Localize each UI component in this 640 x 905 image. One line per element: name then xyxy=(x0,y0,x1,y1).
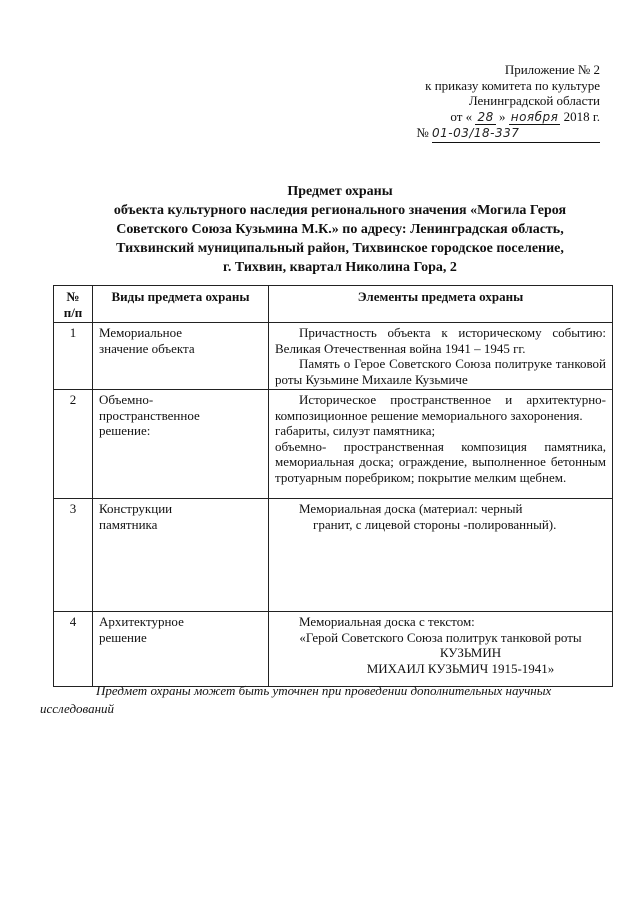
table-row xyxy=(54,499,613,612)
row-type: Архитектурное решение xyxy=(93,612,269,687)
table-row xyxy=(54,323,613,390)
row-number: 3 xyxy=(54,499,93,612)
footnote xyxy=(40,682,612,718)
appendix-region: Ленинградской области xyxy=(468,93,600,108)
element-paragraph: габариты, силуэт памятника; xyxy=(275,423,436,438)
title-line: объекта культурного наследия регионального значения «Могила Героя xyxy=(113,203,567,218)
element-paragraph: Память о Герое Советского Союза политруке танковой роты Кузьмине Михаиле Кузьмиче xyxy=(275,356,606,387)
handwritten-number: 01-03/18-337 xyxy=(432,126,600,143)
appendix-header xyxy=(370,62,600,143)
title-line: г. Тихвин, квартал Николина Гора, 2 xyxy=(223,260,457,275)
header-number: № п/п xyxy=(54,286,93,323)
appendix-order-ref: к приказу комитета по культуре xyxy=(425,77,600,93)
row-type: Объемно- пространственное решение: xyxy=(93,390,269,499)
handwritten-day: 28 xyxy=(477,109,494,124)
table-row xyxy=(54,612,613,687)
document-title xyxy=(40,182,640,277)
title-line: Советского Союза Кузьмина М.К.» по адресу: Ленинградская область, xyxy=(116,222,564,237)
title-line: Тихвинский муниципальный район, Тихвинское городское поселение, xyxy=(116,241,564,256)
row-number: 2 xyxy=(54,390,93,499)
plaque-text-line: КУЗЬМИН xyxy=(439,645,502,660)
element-paragraph: Историческое пространственное и архитектурно-композиционное решение мемориального захоронения. xyxy=(275,392,606,423)
header-elements: Элементы предмета охраны xyxy=(269,286,613,323)
row-type: Мемориальное значение объекта xyxy=(93,323,269,390)
protection-table xyxy=(53,285,613,687)
title-line: Предмет охраны xyxy=(287,184,393,199)
element-paragraph: объемно- пространственная композиция памятника, мемориальная доска; ограждение, выполненное бетонным тротуарным поребриком; покрытие мелким щебнем. xyxy=(275,438,606,485)
appendix-date: от « 28 » ноября 2018 г. xyxy=(450,108,600,124)
header-type: Виды предмета охраны xyxy=(93,286,269,323)
row-elements xyxy=(269,390,613,499)
element-paragraph: Мемориальная доска (материал: черный xyxy=(299,501,523,516)
table-row xyxy=(54,390,613,499)
element-paragraph: гранит, с лицевой стороны -полированный). xyxy=(313,516,557,532)
row-number: 4 xyxy=(54,612,93,687)
row-elements xyxy=(269,612,613,687)
footnote-text-end: исследований xyxy=(40,701,115,716)
plaque-text-line: «Герой Советского Союза политрук танковой роты xyxy=(299,629,582,645)
appendix-number: № 01-03/18-337 xyxy=(370,125,600,143)
appendix-title: Приложение № 2 xyxy=(504,62,600,77)
footnote-text-start: Предмет охраны может быть уточнен при проведении дополнительных научных xyxy=(96,683,552,698)
row-elements xyxy=(269,499,613,612)
element-paragraph: Причастность объекта к историческому событию: Великая Отечественная война 1941 – 1945 гг. xyxy=(275,325,606,356)
row-type: Конструкции памятника xyxy=(93,499,269,612)
element-paragraph: Мемориальная доска с текстом: xyxy=(299,614,475,629)
plaque-text-line: МИХАИЛ КУЗЬМИЧ 1915-1941» xyxy=(366,660,555,676)
handwritten-month: ноября xyxy=(510,109,559,124)
row-elements xyxy=(269,323,613,390)
table-header-row xyxy=(54,286,613,323)
row-number: 1 xyxy=(54,323,93,390)
